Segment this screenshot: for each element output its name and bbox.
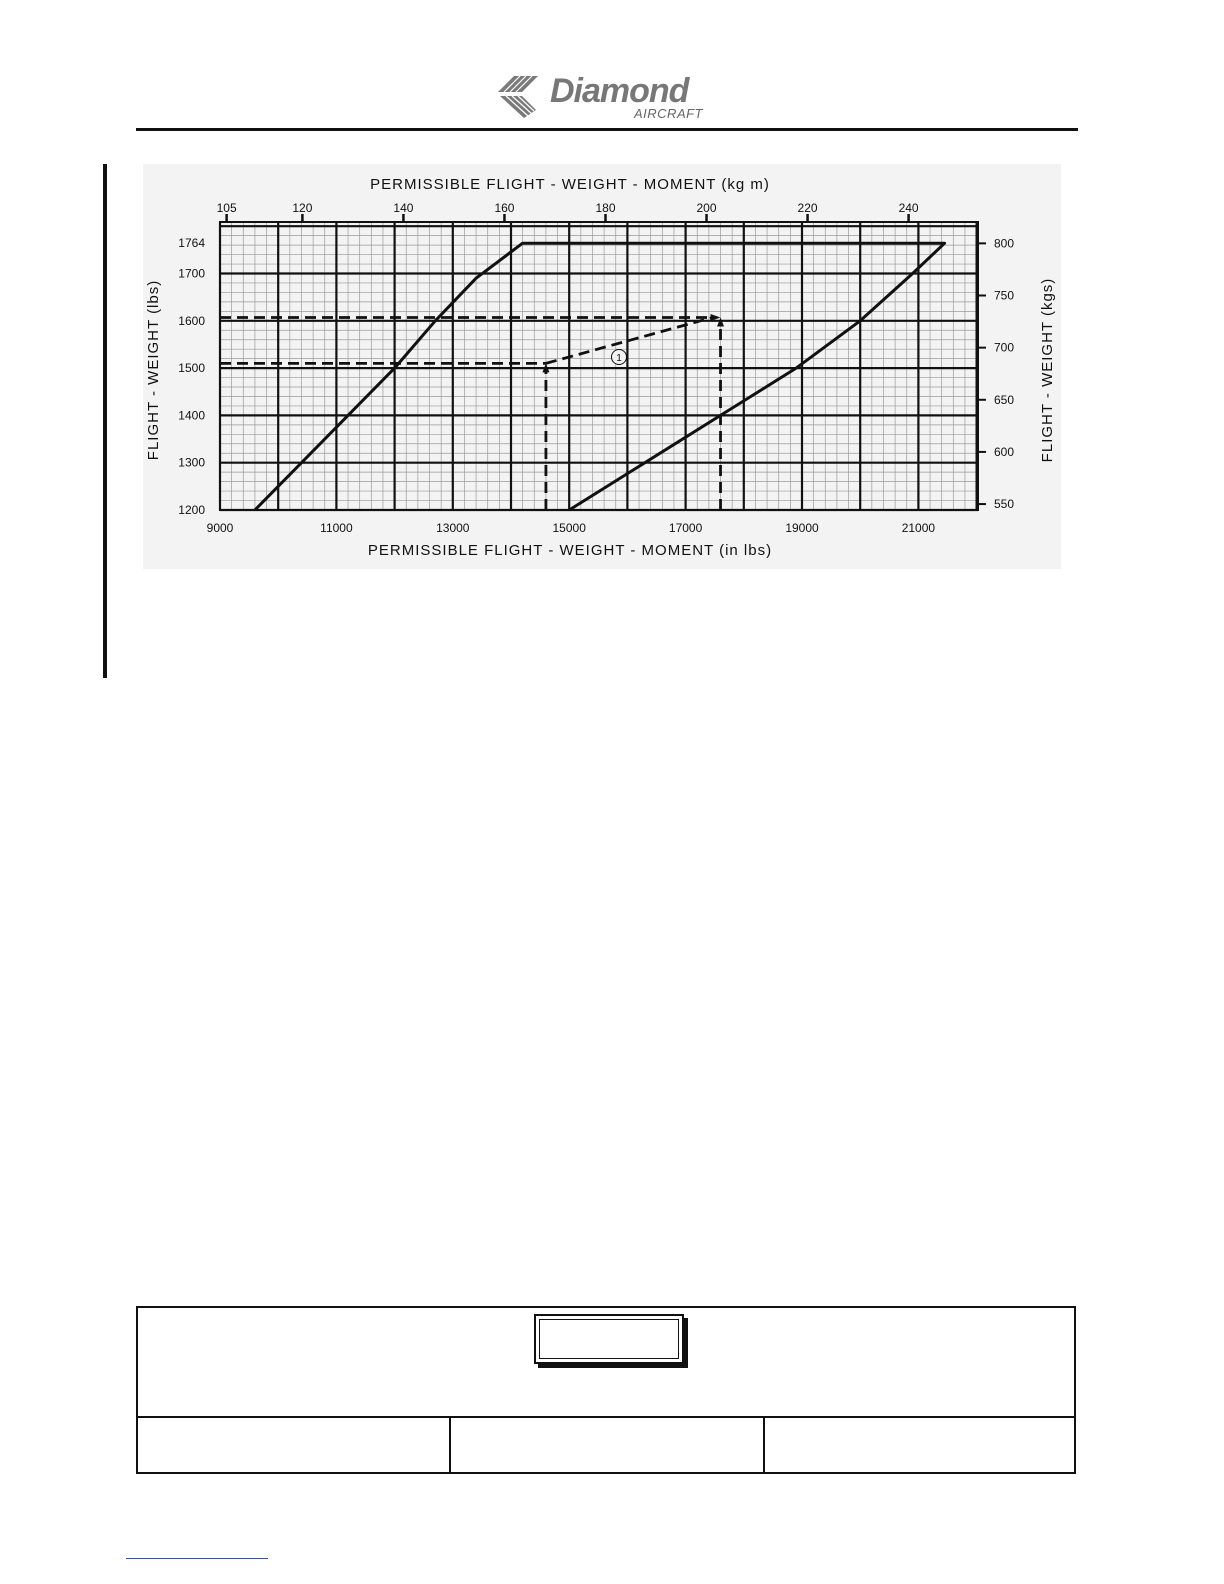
- chart-svg: [143, 164, 1061, 569]
- minor-grid: [220, 222, 978, 510]
- x-top-tick-label: 200: [696, 201, 717, 215]
- x-top-tick-label: 140: [393, 201, 414, 215]
- major-grid: [220, 222, 978, 510]
- y-left-tick-label: 1700: [178, 266, 205, 281]
- top-tick-labels: [217, 201, 919, 215]
- footer-cell-separator-2: [763, 1416, 765, 1472]
- chart-title-top: PERMISSIBLE FLIGHT - WEIGHT - MOMENT (kg m): [370, 176, 770, 193]
- footer-stamp-inner: [539, 1319, 679, 1359]
- y-left-tick-label: 1500: [178, 361, 205, 376]
- x-bottom-tick-label: 13000: [436, 521, 470, 535]
- x-bottom-tick-label: 15000: [552, 521, 586, 535]
- right-tick-labels: [994, 236, 1014, 511]
- weight-moment-chart: [143, 164, 1061, 569]
- top-axis-ticks: [227, 214, 909, 222]
- footer-cell-separator-1: [449, 1416, 451, 1472]
- chart-title-bottom: PERMISSIBLE FLIGHT - WEIGHT - MOMENT (in lbs): [367, 542, 773, 559]
- example-arrowhead-2: [717, 317, 724, 326]
- x-top-tick-label: 120: [292, 201, 313, 215]
- y-axis-label-left: FLIGHT - WEIGHT (lbs): [145, 279, 162, 461]
- bottom-tick-labels: [207, 521, 936, 535]
- y-right-tick-label: 700: [994, 340, 1015, 355]
- diamond-logo: [494, 74, 724, 126]
- x-bottom-tick-label: 19000: [785, 521, 819, 535]
- header-rule: [136, 128, 1078, 131]
- plot-frame: [220, 222, 978, 510]
- footer-stamp-box: [534, 1314, 684, 1364]
- x-top-tick-label: 220: [797, 201, 818, 215]
- y-left-tick-label: 1200: [178, 503, 205, 517]
- example-marker-label: 1: [616, 353, 622, 364]
- x-top-tick-label: 180: [595, 201, 616, 215]
- y-left-tick-label: 1300: [178, 455, 205, 470]
- y-left-tick-label: 1764: [178, 236, 205, 251]
- y-right-tick-label: 550: [994, 497, 1015, 512]
- x-top-tick-label: 105: [216, 201, 237, 215]
- right-axis-ticks: [978, 243, 986, 504]
- y-left-tick-label: 1400: [178, 408, 205, 423]
- bottom-link-underline[interactable]: [126, 1558, 268, 1559]
- example-loading-line: [546, 317, 713, 363]
- diamond-logo-icon: [494, 74, 554, 122]
- x-bottom-tick-label: 9000: [206, 521, 234, 535]
- logo-wordmark: Diamond: [550, 72, 689, 110]
- x-bottom-tick-label: 21000: [901, 521, 936, 535]
- x-bottom-tick-label: 17000: [668, 521, 703, 535]
- x-top-tick-label: 240: [898, 201, 919, 215]
- y-right-tick-label: 750: [994, 288, 1015, 303]
- y-right-tick-label: 650: [994, 392, 1015, 407]
- left-tick-labels: [178, 236, 205, 517]
- x-top-tick-label: 160: [494, 201, 515, 215]
- example-path: [220, 314, 724, 510]
- revision-change-bar: [103, 164, 107, 678]
- y-axis-label-right: FLIGHT - WEIGHT (kgs): [1039, 277, 1056, 463]
- y-right-tick-label: 800: [994, 236, 1015, 251]
- logo-subtitle: AIRCRAFT: [634, 106, 703, 121]
- y-right-tick-label: 600: [994, 444, 1015, 459]
- x-bottom-tick-label: 11000: [320, 521, 353, 535]
- footer-divider: [138, 1416, 1074, 1418]
- footer-revision-box: [136, 1306, 1076, 1474]
- y-left-tick-label: 1600: [178, 313, 205, 328]
